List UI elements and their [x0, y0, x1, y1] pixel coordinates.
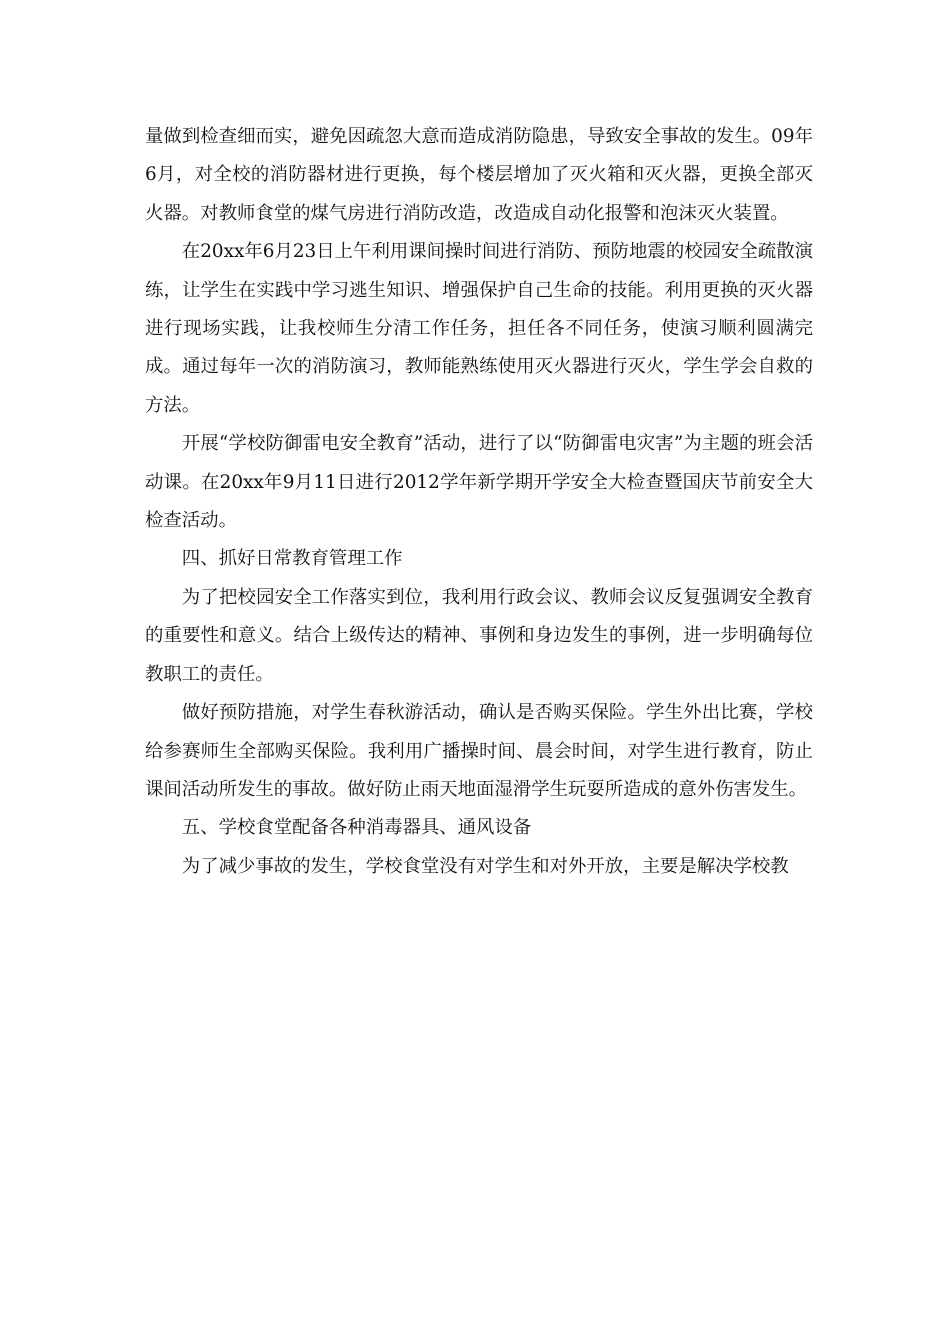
section-heading-canteen: 五、学校食堂配备各种消毒器具、通风设备 — [181, 817, 532, 839]
paragraph-safety-meetings: 为了把校园安全工作落实到位，我利用行政会议、教师会议反复强调安全教育的重要性和意义。结合上级传达的精神、事例和身边发生的事例，进一步明确每位教职工的责任。 — [145, 586, 813, 685]
paragraph-canteen: 为了减少事故的发生，学校食堂没有对学生和对外开放，主要是解决学校教 — [181, 855, 789, 877]
section-heading-daily-management: 四、抓好日常教育管理工作 — [181, 548, 403, 570]
document-body — [145, 118, 813, 886]
paragraph-fire-drill: 在20xx年6月23日上午利用课间操时间进行消防、预防地震的校园安全疏散演练，让学生在实践中学习逃生知识、增强保护自己生命的技能。利用更换的灭火器进行现场实践，让我校师生分清工作任务，担任各不同任务，使演习顺利圆满完成。通过每年一次的消防演习，教师能熟练使用灭火器进行灭火，学生学会自救的方法。 — [145, 241, 813, 416]
paragraph-lightning-education: 开展“学校防御雷电安全教育”活动，进行了以“防御雷电灾害”为主题的班会活动课。在20xx年9月11日进行2012学年新学期开学安全大检查暨国庆节前安全大检查活动。 — [145, 433, 813, 532]
paragraph-preventive-measures: 做好预防措施，对学生春秋游活动，确认是否购买保险。学生外出比赛，学校给参赛师生全部购买保险。我利用广播操时间、晨会时间，对学生进行教育，防止课间活动所发生的事故。做好防止雨天地面湿滑学生玩耍所造成的意外伤害发生。 — [145, 702, 813, 800]
paragraph-continuation: 量做到检查细而实，避免因疏忽大意而造成消防隐患，导致安全事故的发生。09年6月，对全校的消防器材进行更换，每个楼层增加了灭火箱和灭火器，更换全部灭火器。对教师食堂的煤气房进行消防改造，改造成自动化报警和泡沫灭火装置。 — [145, 126, 813, 224]
